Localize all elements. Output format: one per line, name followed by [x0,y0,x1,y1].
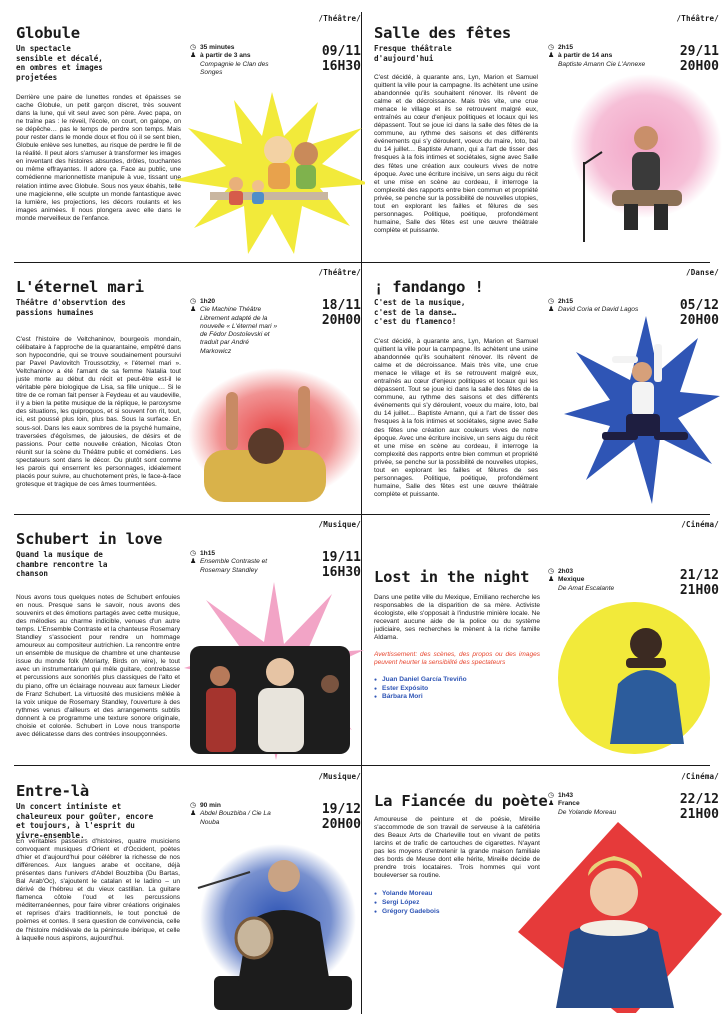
event-description: Nous avons tous quelques notes de Schubert enfouies en nous. Presque sans le savoir, nous avons des souvenirs et des émotions partagés avec cette musique, des mélodies au charme indicible, venues d'un autre temps. L'Ensemble Contraste et la chanteuse Rosemary Standley s'associent pour rendre un hommage amoureux au compositeur autrichien. La rencontre entre un ensemble de musique de chambre et une chanteuse issue du monde folk (Moriarty, Birds on wire), le tout avec un instrumentarium qui mêle guitare, contrebasse et percussions aux sonorités plus classiques de l'alto et du piano, offre un éclairage nouveau aux fameux Lieder de Franz Schubert. La virtuosité des musiciens mêlée à la voix unique de Rosemary Standley, l'ouverture à des rythmes venus d'ailleurs et des arrangements subtils donnent à ce programme une texture sonore originale, choisie et colorée. Schubert in Love nous transporte avec délicatesse dans des contrées insoupçonnées. [16,594,180,738]
age-info: à partir de 14 ans [558,52,613,60]
event-meta [190,802,290,827]
person-icon: ♟ [190,52,197,60]
red-spray-illustration [186,364,365,504]
event-card-schubert [16,506,365,761]
pink-halo-illustration [554,72,722,248]
cast-member: ● Ester Expósito [374,685,540,694]
clock-icon: ◷ [190,298,197,305]
event-date: 29/11 [679,44,719,59]
event-time: 20H00 [679,59,719,74]
event-meta [190,44,290,77]
event-card-la-fiancee-du-poete [374,758,723,1013]
director: De Amat Escalante [558,584,615,592]
event-description [374,594,540,702]
clock-icon: ◷ [548,568,555,575]
clock-icon: ◷ [190,550,197,557]
event-date: 19/11 [321,550,361,565]
cast-member: ● Yolande Moreau [374,890,540,899]
event-time: 21H00 [679,583,719,598]
person-icon: ♟ [190,558,197,566]
event-card-entre-la [16,758,365,1013]
company: Baptiste Amann Cie L'Annexe [558,60,646,68]
person-icon: ♟ [548,576,555,584]
date-time [322,802,361,832]
event-card-fandango [374,254,723,509]
event-description: C'est décidé, à quarante ans, Lyn, Marion et Samuel quittent la ville pour la campagne. Ils achètent une usine abandonnée qu'ils souhaitent rénover. Ils rêvent de calme et de décroissance. Mais très vite, une crue menace le village et ils se retrouvent malgré eux, entraînés au cœur d'enjeux politiques et locaux qui les dépassent. Tout se joue ici dans la salle des fêtes de la commune, au rythme des saisons et des différents événements qui s'y déroulent, voeux du maire, loto, bal du 14 juillet… Baptiste Amann, qui a l'art de tisser des fresques à la fois intimes et sociétales, signe avec Salle des fêtes une création aux couleurs vives de notre époque. Avec une écriture incisive, un sens aigu du récit et une mise en scène au cordeau, il interroge la complexité des rapports entre bien commun et propriété privée, se penche sur la possibilité de nouvelles utopies, tout en explorant les failles et fêlures de ses personnages. Politique, poétique, profondément humaine, Salle des fêtes est une œuvre théâtrale complète et puissante. [374,338,538,498]
date-time [680,792,719,822]
category-label: /Cinéma/ [681,520,719,529]
clock-icon: ◷ [190,802,197,809]
event-title: L'éternel mari [16,278,144,296]
clock-icon: ◷ [548,44,555,51]
cast-member: ● Bárbara Mori [374,693,540,702]
date-time [322,298,361,328]
event-time: 20H00 [321,313,361,328]
event-time: 21H00 [679,807,719,822]
cast-member: ● Sergi López [374,899,540,908]
event-time: 16H30 [321,565,361,580]
country: Mexique [558,576,585,584]
person-icon: ♟ [548,306,555,314]
event-time: 20H00 [679,313,719,328]
clock-icon: ◷ [548,792,555,799]
event-title: Lost in the night [374,568,530,586]
event-card-eternel-mari [16,254,365,509]
red-diamond-illustration [518,822,723,1013]
duration: 1h20 [200,298,216,305]
event-title: Globule [16,24,80,42]
date-time [322,44,361,74]
event-subtitle: Théâtre d'observtion des passions humaines [16,298,126,317]
category-label: /Danse/ [685,268,719,277]
category-label: /Musique/ [318,520,361,529]
date-time [680,44,719,74]
cast-member: ● Juan Daniel García Treviño [374,676,540,685]
person-icon: ♟ [190,306,197,314]
clock-icon: ◷ [548,298,555,305]
company: David Coria et David Lagos [558,306,639,314]
person-icon: ♟ [548,52,555,60]
duration: 1h15 [200,550,216,557]
company: Ensemble Contraste et Rosemary Standley [200,558,268,574]
event-description: C'est décidé, à quarante ans, Lyn, Marion et Samuel quittent la ville pour la campagne. Ils achètent une usine abandonnée qu'ils souhaitent rénover. Ils rêvent de calme et de décroissance. Mais très vite, une crue menace le village et ils se retrouvent malgré eux, entraînés au cœur d'enjeux politiques et locaux qui les dépassent. Tout se joue ici dans la salle des fêtes de la commune, au rythme des saisons et des différents événements qui s'y déroulent, voeux du maire, loto, bal du 14 juillet… Baptiste Amann, qui a l'art de tisser des fresques à la fois intimes et sociétales, signe avec Salle des fêtes une création aux couleurs vives de notre époque. Avec une écriture incisive, un sens aigu du récit et une mise en scène au cordeau, il interroge la complexité des rapports entre bien commun et propriété privée, se penche sur la possibilité de nouvelles utopies, tout en explorant les failles et fêlures de ses personnages. Politique, poétique, profondément humaine, Salle des fêtes est une œuvre théâtrale complète et puissante. [374,74,538,234]
category-label: /Théâtre/ [318,268,361,277]
person-icon: ♟ [190,810,197,818]
event-subtitle: Quand la musique de chambre rencontre la chanson [16,550,108,578]
company: Abdel Bouzbiba / Cie La Nouba [200,810,271,826]
event-meta [190,298,280,356]
company: Compagnie le Clan des Songes [200,60,269,76]
person-icon: ♟ [548,800,555,808]
duration: 2h03 [558,568,574,575]
clock-icon: ◷ [190,44,197,51]
category-label: /Théâtre/ [318,14,361,23]
synopsis: Dans une petite ville du Mexique, Emiliano recherche les responsables de la disparition de sa mère. Activiste écologiste, elle s'opposait à l'industrie minière locale. Ne recevant aucune aide de la police ou du système judiciaire, ses recherches le mènent à la riche famille Aldama. [374,594,540,642]
event-meta [548,44,648,69]
event-description: C'est l'histoire de Veltchaninov, bourgeois mondain, célibataire à l'approche de la quarantaine, empêtré dans son hypocondrie, qui se trouve soudainement poursuivi par Pavel Pavlovitch Troussotzky, « l'éternel mari ». Veltchaninov a été l'amant de sa femme Natalia tout juste morte au début du récit et peut-être est-il le véritable père biologique de Lisa, sa fille unique… Si le titre de ce roman fait penser à Feydeau et au vaudeville, il y a bien la petite musique de la réplique, le paroxysme des situations, les quiproquos, et si souvent l'on rit, tout, ici, est poussé plus loin, plus bas. Sous la surface. En sous-sol. Dans les eaux sombres de la psyché humaine, traversées d'égoïsmes, de jalousies, de désirs et de passions. Pour cette nouvelle création, Nicolas Oton réunit sur la scène du Théâtre public et comédiens. Les spectateurs sont dans le décor. Ou plutôt sont comme les parois qui enserrent les personnages, idéalement placés pour suivre, au chuchotement près, le face-à-face grotesque et tragique de ces âmes tourmentées. [16,336,181,488]
content-warning: Avertissement: des scènes, des propos ou des images peuvent heurter la sensibilité des spectateurs [374,651,540,667]
event-date: 18/11 [321,298,361,313]
pink-starburst-illustration [182,580,365,761]
duration: 35 minutes [200,44,235,51]
event-card-lost-in-the-night [374,506,723,761]
event-meta [548,568,648,593]
event-date: 09/11 [321,44,361,59]
event-description [374,816,540,916]
category-label: /Théâtre/ [676,14,719,23]
blue-starburst-illustration [562,314,722,506]
event-subtitle: Un spectacle sensible et décalé, en ombres et images projetées [16,44,103,82]
event-description: En véritables passeurs d'histoires, quatre musiciens convoquent musiques d'Orient et d'Occident, poètes d'hier et d'aujourd'hui pour célébrer la richesse de nos différences. Aux langues arabe et occitane, déjà présentes dans l'univers d'Abdel Bouzbiba (Du Bartas, Bal Arab'Oc), s'ajoutent le catalan et le ladino – un dérivé de l'hébreu et du vieux castillan. La guitare flamenca côtoie l'oud et les percussions méditerranéennes, pour faire vibrer créations originales et reprises d'airs traditionnels, le tout ponctué de poèmes et contes. Il sera question de convivencia, celle de l'histoire médiévale de la péninsule ibérique, et celle à laquelle nous aspirons, aujourd'hui. [16,838,180,942]
event-meta [548,298,648,315]
blue-halo-illustration [192,836,362,1013]
event-title: La Fiancée du poète [374,792,548,810]
cast-list [374,890,540,916]
event-description: Derrière une paire de lunettes rondes et épaisses se cache Globule, un petit garçon discret, très souvent dans la lune, qui vit seul avec son père. Avec papa, on ne traîne pas : le réveil, l'école, on court, on galope, on se dépêche… pas le temps de perdre son temps. Mais pour rester dans le monde doux et flou où il se sent bien, Globule enlève ses lunettes, au risque de perdre le fil de la réalité. Il peut alors s'amuser à transformer les images en inventant des histoires absurdes, drôles, touchantes ou même effrayantes. Il adore ça. Face au public, une comédienne marionnettiste manipule à vue, tissant une relation intime avec Globule. Sous nos yeux ébahis, telle une magicienne, elle sculpte un monde fantastique avec la lumière, les projections, les décors roulants et les images animées. Il nous plongera avec elle dans le monde merveilleux de l'enfance. [16,94,181,222]
category-label: /Musique/ [318,772,361,781]
event-date: 21/12 [679,568,719,583]
event-title: Schubert in love [16,530,163,548]
yellow-starburst-illustration [172,88,365,255]
event-meta [190,550,290,575]
event-title: ¡ fandango ! [374,278,484,296]
event-title: Entre-là [16,782,90,800]
date-time [322,550,361,580]
country: France [558,800,580,808]
event-subtitle: C'est de la musique, c'est de la danse… c'est du flamenco! [374,298,466,326]
event-time: 20H00 [321,817,361,832]
duration: 1h43 [558,792,574,799]
event-card-salle-des-fetes [374,0,723,255]
duration: 2h15 [558,298,574,305]
company: Cie Machine Théâtre Librement adapté de la nouvelle « L'éternel mari » de Fédor Dostoïevski et traduit par André Markowicz [200,306,278,355]
yellow-circle-illustration [550,594,718,760]
event-date: 22/12 [679,792,719,807]
category-label: /Cinéma/ [681,772,719,781]
duration: 90 min [200,802,221,809]
event-card-globule [16,0,365,255]
duration: 2h15 [558,44,574,51]
cast-member: ● Grégory Gadebois [374,908,540,917]
event-date: 19/12 [321,802,361,817]
event-subtitle: Un concert intimiste et chaleureux pour goûter, encore et toujours, à l'esprit du vivre-ensemble. [16,802,154,840]
director: De Yolande Moreau [558,808,617,816]
age-info: à partir de 3 ans [200,52,251,60]
event-meta [548,792,648,817]
event-subtitle: Fresque théâtrale d'aujourd'hui [374,44,452,63]
event-title: Salle des fêtes [374,24,511,42]
cast-list [374,676,540,702]
event-time: 16H30 [321,59,361,74]
event-date: 05/12 [679,298,719,313]
synopsis: Amoureuse de peinture et de poésie, Mireille s'accommode de son travail de serveuse à la cafétéria des Beaux Arts de Charleville tout en vivant de petits larcins et de trafic de cartouches de cigarettes. N'ayant pas les moyens d'entretenir la grande maison familiale des bords de Meuse dont elle hérite, Mireille décide de prendre trois locataires. Trois hommes qui vont bouleverser sa routine. [374,816,540,880]
